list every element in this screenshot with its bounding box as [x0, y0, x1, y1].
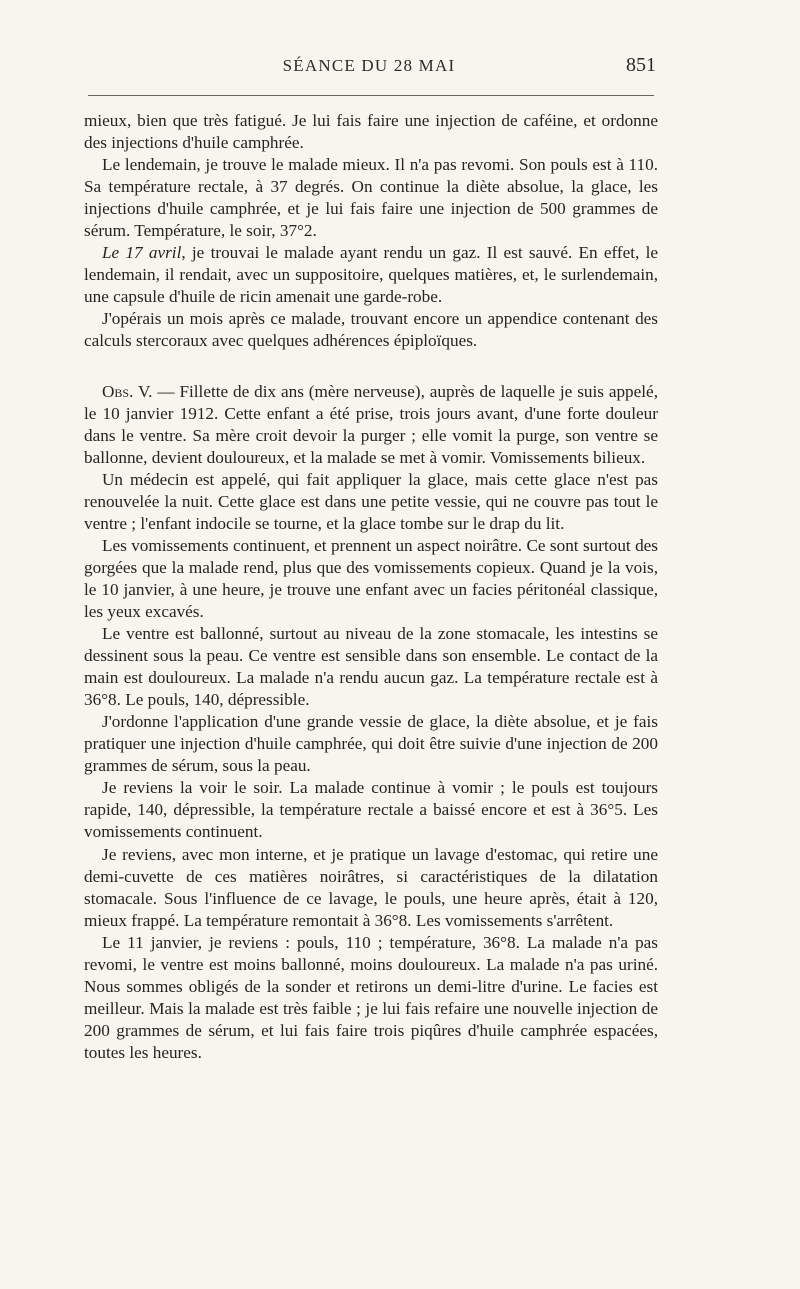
observation-text: — Fillette de dix ans (mère nerveuse), auprès de laquelle je suis appelé, le 10 janvier 1912. Cette enfant a été prise, trois jours avant, d'une forte douleur dans le ventre. Sa mère croit devoir la purger ; elle vomit la purge, son ventre se ballonne, devient douloureux, et la malade se met à vomir. Vomissements bilieux.: [84, 381, 658, 467]
paragraph-12: Le 11 janvier, je reviens : pouls, 110 ; température, 36°8. La malade n'a pas revomi, le ventre est moins ballonné, moins douloureux. La malade n'a pas uriné. Nous sommes obligés de la sonder et retirons un demi-litre d'urine. Le facies est meilleur. Mais la malade est très faible ; je lui fais refaire une nouvelle injection de 200 grammes de sérum, et lui fais faire trois piqûres d'huile camphrée espacées, toutes les heures.: [84, 932, 658, 1062]
paragraph-8: Le ventre est ballonné, surtout au niveau de la zone stomacale, les intestins se dessinent sous la peau. Ce ventre est sensible dans son ensemble. Le contact de la main est douloureux. La malade n'a rendu aucun gaz. La température rectale est à 36°8. Le pouls, 140, dépressible.: [84, 624, 658, 710]
paragraph-7: Les vomissements continuent, et prennent un aspect noirâtre. Ce sont surtout des gorgées que la malade rend, plus que des vomissements copieux. Quand je la vois, le 10 janvier, à une heure, je trouve une enfant avec un facies péritonéal classique, les yeux excavés.: [84, 535, 658, 621]
header-rule: [88, 95, 654, 96]
paragraph-1: mieux, bien que très fatigué. Je lui fais faire une injection de caféine, et ordonne des injections d'huile camphrée.: [84, 111, 658, 153]
paragraph-4: J'opérais un mois après ce malade, trouvant encore un appendice contenant des calculs stercoraux avec quelques adhérences épiploïques.: [84, 309, 658, 351]
date-lead: Le 17 avril,: [102, 243, 186, 263]
paragraph-10: Je reviens la voir le soir. La malade continue à vomir ; le pouls est toujours rapide, 140, dépressible, la température rectale a baissé encore et est à 36°5. Les vomissements continuent.: [84, 778, 658, 842]
observation-heading-paragraph: [84, 381, 658, 469]
paragraph-3-text: je trouvai le malade ayant rendu un gaz. Il est sauvé. En effet, le lendemain, il rendait, avec un suppositoire, quelques matières, et, le surlendemain, une capsule d'huile de ricin amenait une garde-robe.: [84, 243, 658, 307]
running-title: SÉANCE DU 28 MAI: [282, 56, 456, 75]
body-text: [84, 110, 658, 1064]
section-gap: [84, 353, 658, 381]
page-number: 851: [626, 54, 656, 76]
paragraph-11: Je reviens, avec mon interne, et je pratique un lavage d'estomac, qui retire une demi-cuvette de ces matières noirâtres, si caractéristiques de la dilatation stomacale. Sous l'influence de ce lavage, le pouls, une heure après, était à 120, mieux frappé. La température remontait à 36°8. Les vomissements s'arrêtent.: [84, 844, 658, 930]
paragraph-9: J'ordonne l'application d'une grande vessie de glace, la diète absolue, et je fais pratiquer une injection d'huile camphrée, qui doit être suivie d'une injection de 200 grammes de sérum, sous la peau.: [84, 712, 658, 776]
paragraph-2: Le lendemain, je trouve le malade mieux. Il n'a pas revomi. Son pouls est à 110. Sa température rectale, à 37 degrés. On continue la diète absolue, la glace, les injections d'huile camphrée, et je lui fais faire une injection de 500 grammes de sérum. Température, le soir, 37°2.: [84, 155, 658, 241]
observation-label: Obs. V.: [102, 381, 153, 401]
paragraph-3: [84, 242, 658, 308]
running-head: [82, 52, 656, 82]
paragraph-6: Un médecin est appelé, qui fait appliquer la glace, mais cette glace n'est pas renouvelée la nuit. Cette glace est dans une petite vessie, qui ne couvre pas tout le ventre ; l'enfant indocile se tourne, et la glace tombe sur le drap du lit.: [84, 469, 658, 533]
